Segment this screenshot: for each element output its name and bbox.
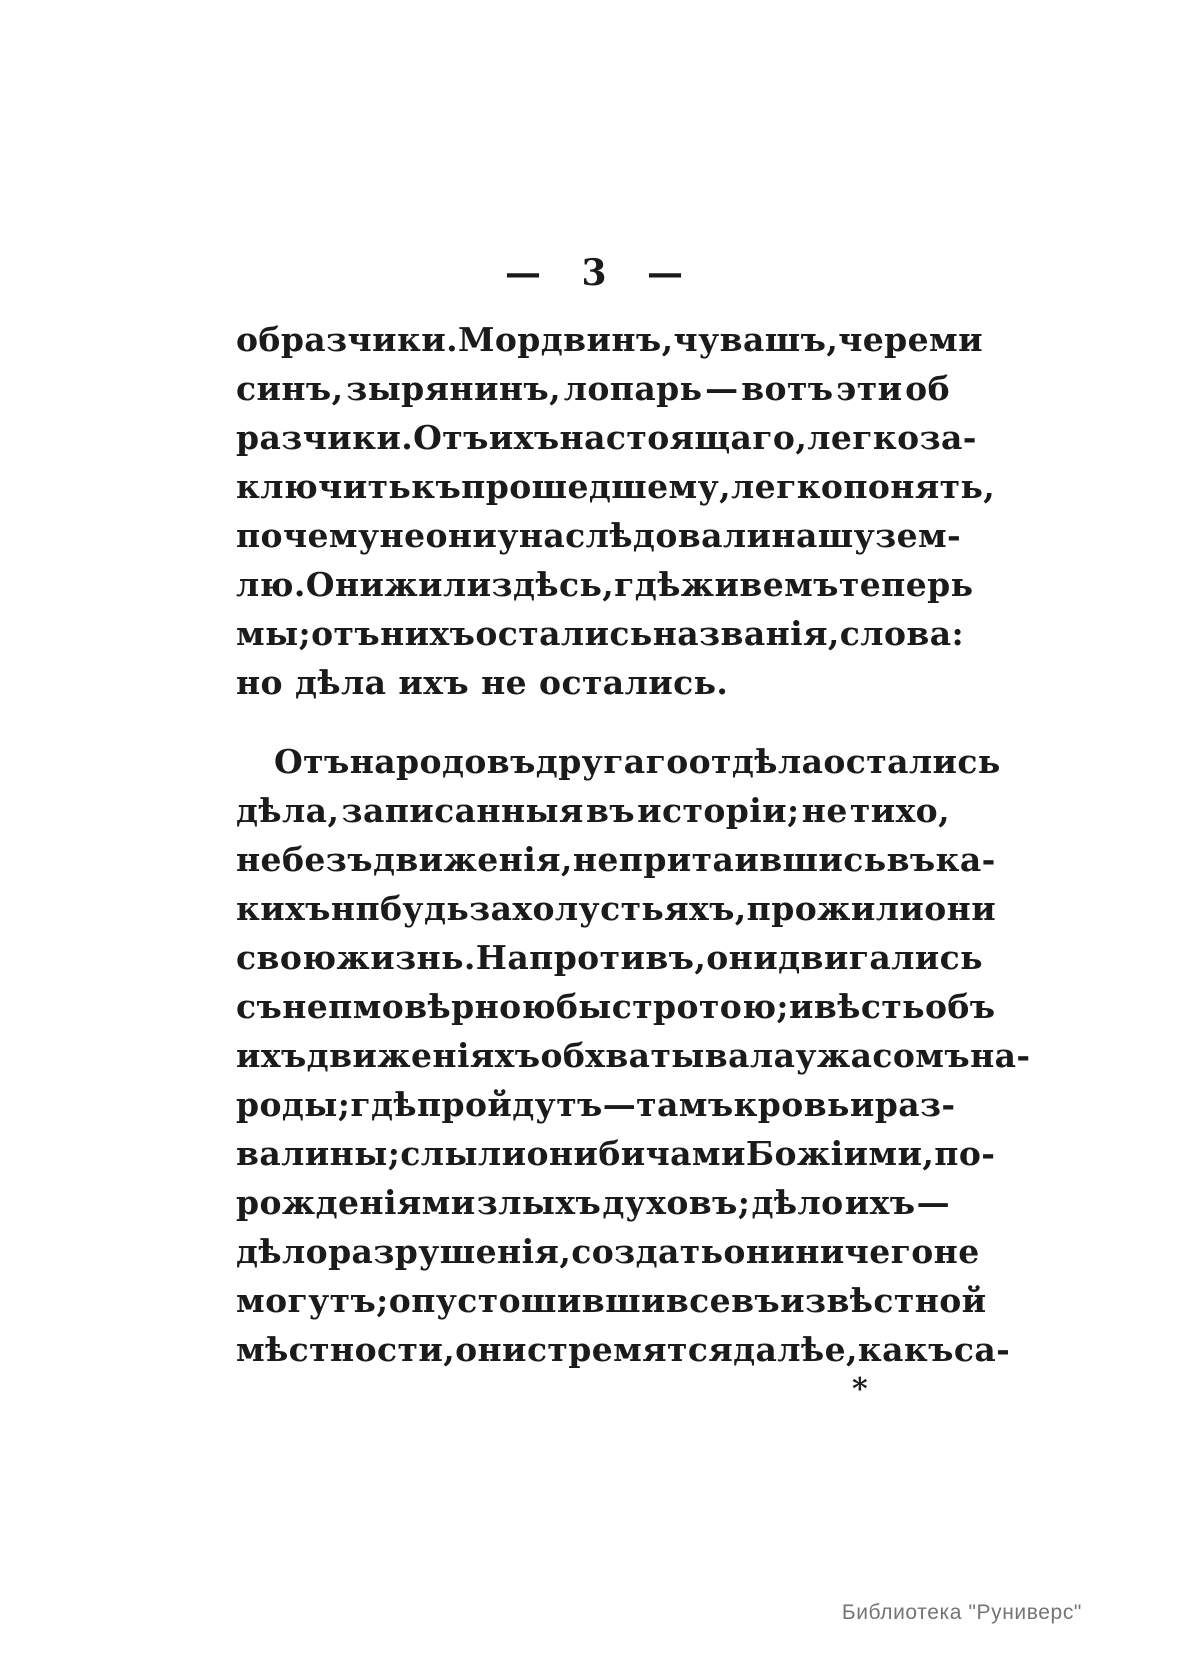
- word: раз-: [874, 1085, 956, 1124]
- word: ихъ: [844, 1183, 916, 1222]
- word: остались: [475, 614, 653, 653]
- word: народовъ: [349, 742, 536, 781]
- word: но: [236, 663, 283, 702]
- word: они: [723, 1232, 796, 1271]
- text-line: [236, 516, 962, 565]
- text-line: [236, 1036, 1031, 1085]
- word: далѣе,: [733, 1330, 858, 1369]
- word: Отъ: [274, 742, 350, 781]
- word: ужасомъ: [795, 1036, 971, 1075]
- text-line: [236, 369, 950, 418]
- word: не: [481, 663, 528, 702]
- paragraph: [236, 320, 996, 712]
- word: роды;: [236, 1085, 351, 1124]
- word: прожили: [746, 889, 925, 928]
- word: пройдутъ—тамъ: [416, 1085, 734, 1124]
- word: безъ: [281, 840, 373, 879]
- word: извѣстной: [780, 1281, 987, 1320]
- word: непмовѣрною: [282, 987, 556, 1026]
- text-line: [236, 565, 974, 614]
- word: кровь: [733, 1085, 850, 1124]
- word: лопарь: [563, 369, 703, 408]
- word: чувашъ,: [673, 320, 839, 359]
- text-line: [236, 987, 996, 1036]
- text-line: [236, 1232, 980, 1281]
- word: все: [665, 1281, 732, 1320]
- word: настоящаго,: [559, 418, 808, 457]
- word: живемъ: [680, 565, 839, 604]
- word: ихъ: [398, 663, 470, 702]
- word: зырянинъ,: [346, 369, 562, 408]
- word: Божіими,: [745, 1134, 935, 1173]
- word: лю.: [236, 565, 306, 604]
- word: об: [905, 369, 950, 408]
- text-line: [236, 320, 983, 369]
- word: ихъ: [488, 418, 560, 457]
- body-text-block: [236, 320, 1031, 1379]
- word: дѣла: [294, 663, 387, 702]
- word: ключить: [236, 467, 412, 506]
- word: череми: [838, 320, 983, 359]
- word: эти: [836, 369, 903, 408]
- word: са-: [953, 1330, 1011, 1369]
- word: въ: [886, 840, 936, 879]
- word: съ: [236, 987, 283, 1026]
- word: разчики.: [236, 418, 414, 457]
- text-line: [236, 938, 983, 987]
- word: отъ: [311, 614, 381, 653]
- word: Они: [305, 565, 385, 604]
- word: на-: [970, 1036, 1031, 1075]
- word: ихъ: [236, 1036, 307, 1075]
- word: не: [572, 840, 619, 879]
- word: быстротою;: [555, 987, 790, 1026]
- word: нпбудь: [330, 889, 470, 928]
- word: бичами: [598, 1134, 746, 1173]
- word: образчики.: [236, 320, 458, 359]
- paragraph: [236, 742, 1031, 1379]
- word: кихъ: [236, 889, 331, 928]
- text-line: [236, 467, 996, 516]
- word: въ: [585, 791, 635, 830]
- word: къ: [411, 467, 462, 506]
- word: вотъ: [741, 369, 834, 408]
- word: другаго: [535, 742, 689, 781]
- word: за-: [919, 418, 977, 457]
- word: валины;: [236, 1134, 401, 1173]
- word: нашу: [771, 516, 876, 555]
- word: и: [849, 1085, 875, 1124]
- word: слыли: [400, 1134, 527, 1173]
- word: теперь: [838, 565, 974, 604]
- word: жизнь.: [336, 938, 476, 977]
- word: не: [379, 516, 426, 555]
- word: они: [706, 938, 779, 977]
- word: —: [705, 369, 739, 408]
- word: не: [801, 791, 848, 830]
- word: мѣстности,: [236, 1330, 456, 1369]
- word: разрушенія,: [328, 1232, 572, 1271]
- word: рожденіями: [236, 1183, 476, 1222]
- text-line: [236, 1281, 987, 1330]
- word: зем-: [875, 516, 962, 555]
- word: остались: [823, 742, 1001, 781]
- word: въ: [731, 1281, 781, 1320]
- word: легко: [807, 418, 920, 457]
- word: и: [789, 987, 814, 1026]
- word: жили: [384, 565, 492, 604]
- word: Мордвинъ,: [457, 320, 674, 359]
- word: понять,: [843, 467, 996, 506]
- word: унаслѣдовали: [497, 516, 772, 555]
- word: опустошивши: [388, 1281, 666, 1320]
- word: они: [455, 1330, 527, 1369]
- word: притаившись: [618, 840, 887, 879]
- word: Отъ: [413, 418, 489, 457]
- word: ка-: [935, 840, 996, 879]
- word: они: [425, 516, 498, 555]
- text-line: [236, 889, 997, 938]
- text-line: [236, 1085, 956, 1134]
- word: обхватывала: [540, 1036, 796, 1075]
- word: свою: [236, 938, 337, 977]
- word: прошедшему,: [461, 467, 732, 506]
- word: слова:: [839, 614, 965, 653]
- word: тихо,: [849, 791, 950, 830]
- word: захолустьяхъ,: [469, 889, 747, 928]
- word: дѣла,: [236, 791, 340, 830]
- word: записанныя: [341, 791, 584, 830]
- word: исторіи;: [637, 791, 800, 830]
- word: мы;: [236, 614, 312, 653]
- word: дѣло: [751, 1183, 844, 1222]
- word: движеніяхъ: [306, 1036, 541, 1075]
- text-line: [236, 418, 977, 467]
- text-line: [236, 840, 996, 889]
- text-line: [236, 1134, 996, 1183]
- word: ничего: [795, 1232, 934, 1271]
- word: они: [526, 1134, 599, 1173]
- word: духовъ;: [602, 1183, 751, 1222]
- word: злыхъ: [476, 1183, 602, 1222]
- word: остались.: [539, 663, 729, 702]
- word: они: [924, 889, 997, 928]
- word: создать: [571, 1232, 724, 1271]
- word: двигались: [778, 938, 983, 977]
- text-line: [236, 1183, 950, 1232]
- word: здѣсь,: [491, 565, 615, 604]
- word: почему: [236, 516, 380, 555]
- text-line: [236, 663, 950, 712]
- word: движенія,: [372, 840, 573, 879]
- word: какъ: [857, 1330, 954, 1369]
- text-line: [236, 614, 965, 663]
- word: по-: [934, 1134, 996, 1173]
- word: названія,: [652, 614, 840, 653]
- word: дѣло: [236, 1232, 329, 1271]
- word: гдѣ: [350, 1085, 417, 1124]
- word: не: [236, 840, 282, 879]
- word: объ: [924, 987, 996, 1026]
- word: не: [933, 1232, 980, 1271]
- word: стремятся: [526, 1330, 734, 1369]
- signature-mark: *: [852, 1372, 868, 1407]
- word: легко: [731, 467, 844, 506]
- word: могутъ;: [236, 1281, 389, 1320]
- page-number: — 3 —: [504, 252, 684, 294]
- word: Напротивъ,: [475, 938, 707, 977]
- word: вѣсть: [813, 987, 925, 1026]
- word: синъ,: [236, 369, 344, 408]
- library-watermark: Библиотека "Руниверс": [841, 1601, 1082, 1624]
- text-line: [236, 791, 950, 840]
- word: нихъ: [380, 614, 476, 653]
- text-line: [236, 1330, 1011, 1379]
- word: —: [916, 1183, 950, 1222]
- word: гдѣ: [614, 565, 681, 604]
- text-line: [236, 742, 1001, 791]
- word: отдѣла: [688, 742, 824, 781]
